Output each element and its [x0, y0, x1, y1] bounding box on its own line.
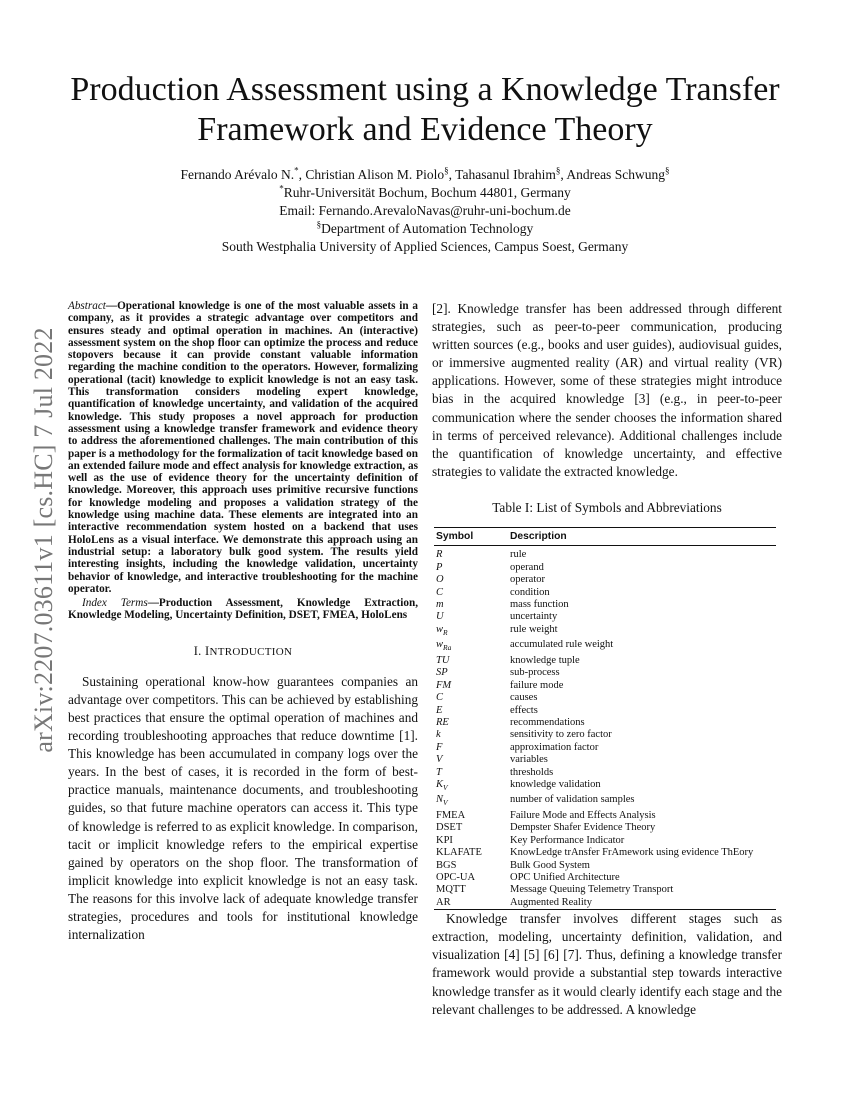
knowledge-transfer-paragraph: Knowledge transfer involves different stages such as extraction, modeling, uncertainty definition, validation, and visualization [4] [5] [6] [7]. Thus, defining a knowledge transfer framework would provide a substantial step towards interactive knowledge transfer as it would clearly identify each stage and the relevant challenges to be addressed. A knowledge [432, 911, 782, 1017]
table-row [434, 822, 776, 834]
table-row [434, 897, 776, 910]
description-cell: rule weight [510, 623, 558, 635]
affiliation-mark: § [664, 165, 670, 176]
table-row [434, 835, 776, 847]
description-cell: thresholds [510, 766, 554, 778]
paper-title-line-1: Production Assessment using a Knowledge Transfer [70, 71, 780, 108]
index-terms-label: Index Terms [82, 597, 148, 610]
section-heading-introduction [68, 642, 418, 661]
table-row [434, 562, 776, 574]
table-header-row [434, 528, 776, 546]
table-row [434, 692, 776, 704]
description-cell: OPC Unified Architecture [510, 871, 620, 883]
description-cell: Key Performance Indicator [510, 834, 625, 846]
description-cell: causes [510, 692, 538, 704]
author-block [40, 166, 810, 256]
table-row [434, 639, 776, 655]
symbol-cell: RE [436, 716, 449, 728]
symbol-cell: AR [436, 896, 451, 908]
description-cell: operator [510, 574, 545, 586]
arxiv-stamp [22, 300, 66, 780]
symbol-cell: $w_R$ [436, 623, 448, 637]
description-cell: uncertainty [510, 611, 558, 623]
description-cell: sensitivity to zero factor [510, 729, 612, 741]
abstract [68, 300, 418, 595]
symbol-cell: $N_V$ [436, 794, 448, 808]
affiliation-1 [40, 184, 810, 202]
description-cell: number of validation samples [510, 794, 635, 806]
right-column [432, 300, 782, 1019]
affiliation-text: Ruhr-Universität Bochum, Bochum 44801, Germany [283, 185, 571, 200]
symbol-cell: R [436, 549, 443, 561]
symbol-cell: DSET [436, 822, 463, 834]
description-cell: failure mode [510, 679, 564, 691]
table-row [434, 847, 776, 859]
author-list [40, 166, 810, 184]
symbol-cell: k [436, 729, 441, 741]
paper-title-line-2: Framework and Evidence Theory [197, 111, 653, 148]
affiliation-2-line-2: South Westphalia University of Applied Sciences, Campus Soest, Germany [221, 239, 629, 254]
affiliation-mark: § [555, 165, 561, 176]
affiliation-text: Department of Automation Technology [321, 221, 534, 236]
arxiv-stamp-text: arXiv:2207.03611v1 [cs.HC] 7 Jul 2022 [29, 327, 58, 753]
description-cell: Bulk Good System [510, 859, 590, 871]
intro-paragraph-continued: [2]. Knowledge transfer has been addressed through different strategies, such as peer-to-peer communication, producing written sources (e.g., books and user guides), audiovisual guides, or immersive augmented reality (AR) and virtual reality (VR) applications. However, some of these strategies might introduce bias in the acquired knowledge [3] (e.g., in peer-to-peer communication where the sender chooses the information shared in terms of perceived relevance). Additional challenges include the quantification of knowledge uncertainty, and effective strategies to validate the extracted knowledge. [432, 301, 782, 479]
left-column [68, 300, 418, 944]
author-name: Fernando Arévalo N. [180, 167, 295, 182]
paper-title [40, 70, 810, 150]
table-row [434, 872, 776, 884]
description-cell: mass function [510, 599, 569, 611]
symbol-cell: P [436, 561, 443, 573]
index-terms [68, 597, 418, 622]
symbol-cell: T [436, 766, 442, 778]
table-row [434, 729, 776, 741]
table-row [434, 884, 776, 896]
table-row [434, 624, 776, 640]
description-cell: knowledge validation [510, 778, 601, 790]
affiliation-mark: * [294, 165, 299, 176]
symbol-cell: FMEA [436, 809, 466, 821]
section-number: I. [193, 643, 202, 658]
description-cell: operand [510, 561, 544, 573]
symbol-cell: $w_{Ra}$ [436, 639, 452, 653]
description-cell: recommendations [510, 716, 585, 728]
description-cell: knowledge tuple [510, 654, 580, 666]
author-name: , Christian Alison M. Piolo [298, 167, 445, 182]
symbol-cell: OPC-UA [436, 871, 476, 883]
table-row [434, 779, 776, 795]
table-row [434, 680, 776, 692]
description-cell: KnowLedge trAnsfer FrAmework using evidence ThEory [510, 847, 754, 859]
symbols-table-body [434, 546, 776, 910]
description-cell: Augmented Reality [510, 896, 592, 908]
description-cell: Message Queuing Telemetry Transport [510, 884, 674, 896]
symbol-cell: U [436, 611, 444, 623]
symbol-cell: TU [436, 654, 450, 666]
author-name: , Andreas Schwung [560, 167, 665, 182]
affiliation-mark: * [279, 183, 284, 194]
table-caption: Table I: List of Symbols and Abbreviations [492, 499, 722, 515]
table-row [434, 574, 776, 586]
section-title-initial: I [205, 643, 210, 658]
table-row [434, 794, 776, 810]
table-row [434, 742, 776, 754]
table-row [434, 587, 776, 599]
table-row [434, 717, 776, 729]
table-row [434, 667, 776, 679]
abstract-text: —Operational knowledge is one of the most valuable assets in a company, as it provides a strategic advantage over competitors and ensures steady and optimal operation in machines. An (interactive) assessment system on the shop floor can optimize the process and reduce stopovers because it can provide constant valuable information regarding the machine condition to the operators. However, formalizing operational (tacit) knowledge to explicit knowledge is not an easy task. This transformation considers modeling expert knowledge, quantification of knowledge uncertainty, and validation of the acquired knowledge. This study proposes a novel approach for production assessment using a knowledge transfer framework and evidence theory to address the aforementioned challenges. The main contribution of this paper is a methodology for the formalization of tacit knowledge based on an extended failure mode and effect analysis for knowledge extraction, as well as the use of evidence theory for the uncertainty definition of knowledge. Moreover, this approach uses primitive recursive functions for knowledge modeling and proposes a validation strategy of the knowledge using machine data. These elements are integrated into an interactive recommendation system hosted on a backend that uses HoloLens as a visual interface. We demonstrate this approach using an industrial setup: a laboratory bulk good system. The results yield interesting insights, including the knowledge validation, uncertainty behavior of knowledge, and interactive troubleshooting for the machine operator. [68, 300, 418, 595]
table-row [434, 860, 776, 872]
symbol-cell: m [436, 599, 444, 611]
description-cell: Failure Mode and Effects Analysis [510, 809, 656, 821]
table-row [434, 767, 776, 779]
symbol-cell: E [436, 704, 443, 716]
affiliation-2 [40, 220, 810, 238]
symbol-cell: MQTT [436, 884, 466, 896]
description-cell: variables [510, 754, 548, 766]
section-title-rest: NTRODUCTION [209, 645, 293, 658]
symbol-cell: KPI [436, 834, 453, 846]
symbol-cell: BGS [436, 859, 457, 871]
intro-paragraph-1: Sustaining operational know-how guarantees companies an advantage over competitors. This can be achieved by establishing best practices that ensure the optimal operation of machines and recording troubleshooting approaches that reduce downtime [1]. This knowledge has been accumulated in company logs over the years. In the best of cases, it is recorded in the form of best-practice manuals, maintenance documents, and troubleshooting guides, so that future machine operators can access it. This type of knowledge is referred to as explicit knowledge. In comparison, tacit or implicit knowledge refers to the empirical expertise gained by operators on the shop floor. The transformation of implicit knowledge into explicit knowledge is not an easy task. The reasons for this involve lack of adequate knowledge transfer strategies, procedures and tools for institutional knowledge internalization [68, 673, 418, 943]
affiliation-mark: § [444, 165, 449, 176]
table-row [434, 810, 776, 822]
description-cell: approximation factor [510, 741, 599, 753]
table-row [434, 754, 776, 766]
index-terms-text: —Production Assessment, Knowledge Extraction, Knowledge Modeling, Uncertainty Definition, DSET, FMEA, HoloLens [68, 597, 418, 622]
table-header-cell: Symbol [434, 528, 508, 546]
description-cell: rule [510, 549, 527, 561]
symbol-cell: KLAFATE [436, 847, 482, 859]
description-cell: effects [510, 704, 538, 716]
symbols-table [434, 527, 776, 910]
symbol-cell: V [436, 754, 443, 766]
symbol-cell: C [436, 586, 444, 598]
description-cell: condition [510, 586, 550, 598]
table-row [434, 546, 776, 562]
symbol-cell: SP [436, 667, 448, 679]
symbol-cell: F [436, 741, 443, 753]
table-row [434, 611, 776, 623]
description-cell: Dempster Shafer Evidence Theory [510, 822, 656, 834]
table-row [434, 655, 776, 667]
symbol-cell: $K_V$ [436, 778, 448, 793]
author-email: Email: Fernando.ArevaloNavas@ruhr-uni-bochum.de [279, 203, 571, 218]
table-row [434, 705, 776, 717]
abstract-label: Abstract [68, 300, 106, 312]
symbol-cell: O [436, 574, 444, 586]
author-name: , Tahasanul Ibrahim [448, 167, 556, 182]
table-header-cell: Description [508, 528, 776, 546]
symbol-cell: C [436, 692, 444, 704]
symbol-cell: FM [436, 679, 452, 691]
description-cell: sub-process [510, 667, 560, 679]
description-cell: accumulated rule weight [510, 639, 614, 651]
affiliation-mark: § [316, 219, 322, 230]
table-row [434, 599, 776, 611]
